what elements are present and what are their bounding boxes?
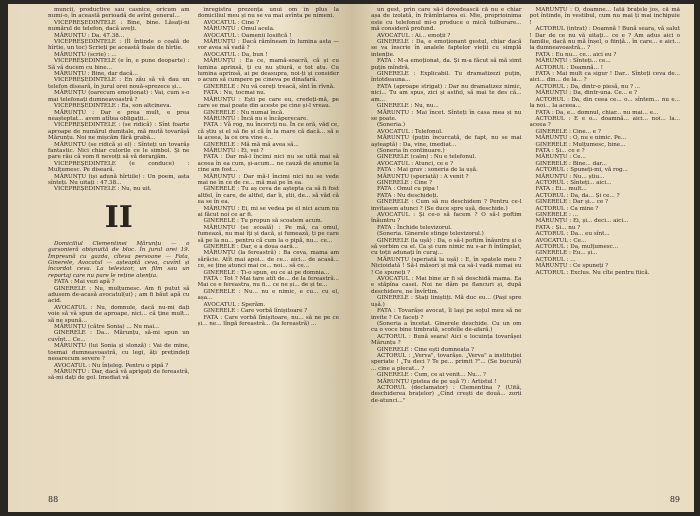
dialogue-line: GINERELE : Bine... dar... bbox=[535, 160, 607, 167]
dialogue-line: FATA : Nu, tocmai nu. bbox=[203, 90, 266, 97]
dialogue-line: VICEPREȘEDINTELE : (Îl întinde o coală de hîrtie, un toc) Scrieți pe această foaie de hîrtie. bbox=[48, 39, 190, 52]
dialogue-line: MĂRUNȚU : Dacă rămîneam în lumina asta — vor avea să vadă ? bbox=[197, 39, 339, 52]
right-page-column-1 bbox=[371, 7, 522, 493]
dialogue-line: ACTORUL : „Verva", tovarășe. „Verva" a instituției speriate ! „Tu deci ? Te pe... primit ?"... (Se bucură) ... cine a plecat... ? bbox=[371, 352, 522, 372]
dialogue-line: GINERELE : Nu, mulțumesc. Am fi putut să adusem de-acasă avocatul(ui) ; am fi băut apă cu acid. bbox=[48, 285, 190, 305]
dialogue-line: muncii, productive sau casnice, oricum am numi-o, în această perioadă de avînt general... bbox=[48, 7, 190, 20]
right-page-columns bbox=[371, 7, 680, 493]
dialogue-line: GINERELE : Cine ești dumneata ? bbox=[377, 346, 475, 353]
dialogue-line: AVOCATUL : Da, bun ! bbox=[203, 51, 268, 58]
dialogue-line: AVOCATUL : Nu înțeleg. Pentru o pipă ? bbox=[54, 362, 169, 369]
dialogue-line: GINERELE : Stați liniștiți. Mă duc eu... (Pași spre ușă.) bbox=[371, 295, 522, 308]
dialogue-line: MĂRUNȚU (pistea de pe ușă ?) : Artistul ! bbox=[377, 378, 497, 385]
dialogue-line: MĂRUNȚU (se ridică și el) : Sînteți un tovarăș fantastic. Nici chiar culorile ce le simbol. Și ne pare rău că vom fi nevoiți să vă deranjăm. bbox=[48, 141, 190, 161]
dialogue-line: înregistra prezența unui om în plus la domiciliul meu și nu se va mai avînta pe nimeni. bbox=[197, 7, 339, 20]
dialogue-line: GINERELE : Mă mă mă avea să... bbox=[203, 141, 299, 148]
dialogue-line: AVOCATUL : Și ce-o să facem ? O să-l poftim înăuntru ? bbox=[371, 212, 522, 225]
dialogue-line: GINERELE : Nu, nu... bbox=[377, 103, 439, 110]
dialogue-line: (Soneria. Ginerele stinge televizorul.) bbox=[377, 231, 484, 238]
dialogue-line: ACTORUL : ... bbox=[535, 256, 576, 263]
dialogue-line: FATA : Mai grav : soneria de la ușă. bbox=[377, 167, 478, 174]
dialogue-line: VICEPREȘEDINTELE : Ea, son altcineva. bbox=[54, 103, 172, 110]
dialogue-line: ACTORUL : Ca mine ? bbox=[535, 205, 599, 212]
dialogue-line: GINERELE : Da, e emoționant gestul, chiar dacă se va înscrie în analele faptelor vieții cu simplă intenție. bbox=[371, 39, 522, 58]
dialogue-line: AVOCATUL : Ce... bbox=[535, 237, 587, 244]
dialogue-line: ACTORUL : Da, mulțumesc... bbox=[535, 244, 619, 251]
dialogue-line: GINERELE : Care vorbă lînișitoare ? bbox=[203, 308, 308, 315]
dialogue-line: MĂRUNȚU : Ea ce, mamă-soacră, că și cu lumina aprinsă, ți cu nu știură, e tot atu. Cu lumina aprinsă, ai pe deasupra, noi-ți și consider o acum să cumpere pe cineva pe dinafară. bbox=[197, 58, 339, 84]
dialogue-line: MĂRUNȚU (scrie) : ... bbox=[54, 51, 117, 58]
dialogue-line: FATA : Mai mult ca sigur ! Dar... Sînteți ceva de... aici... din... de la... ? bbox=[529, 71, 680, 84]
dialogue-line: AVOCATUL : Atunci, ce e ? bbox=[377, 160, 454, 167]
dialogue-line: GINERELE : Cum, ce ai venit... Nu... ? bbox=[377, 372, 486, 379]
dialogue-line: AVOCATUL : Nu, domnule, dacă nu-mi dați voie să vă spun de aproape, nici... că ține mult... să ne spună... bbox=[48, 304, 190, 324]
dialogue-line: MĂRUNȚU : Ei, mi se vedea pe el nici acum nu ai făcut noi ce ar fi. bbox=[197, 205, 339, 218]
dialogue-line: ACTORUL : Da, dintr-o piesă, nu ? ... bbox=[535, 83, 641, 90]
dialogue-line: (Soneria a încetat. Ginerele deschide. Cu un om cu o voce bine timbrată, scofeîle de-afară.) bbox=[371, 320, 522, 334]
dialogue-line: GINERELE : Ți-o spun, eu ce ai pe domnia... bbox=[203, 269, 330, 276]
dialogue-line: MĂRUNȚU : Ce spuneți ? bbox=[535, 263, 609, 270]
dialogue-line: FATA : Tot ? Mai tare atît de... de la fereastră... Mai ce e fereastra, nu fi... ce ne și... de și te... bbox=[197, 276, 339, 289]
dialogue-line: FATA : Dar mă-l încimi nici nu se uită mai să aceea în ea cum, și-acum... ne cauză de anume la cine am fost... bbox=[197, 154, 339, 174]
dialogue-line: MĂRUNȚU (oarecum emoționat) : Vai, cum s-o mai telefonați dumneavoastră ? bbox=[48, 90, 190, 103]
dialogue-line: MĂRUNȚU : Ești pe care eu, credeți-mă, pe care se mai poate din aceste pe cine și-l vreau. bbox=[197, 96, 339, 110]
dialogue-line: MĂRUNȚU (iși adună hîrtiile) : Un poem, asta sînteți. Nu uitați : 47.38... bbox=[48, 173, 190, 186]
dialogue-line: VICEPREȘEDINTELE : Nu, nu uit. bbox=[54, 186, 152, 193]
dialogue-line: MĂRUNȚU : Ei, și... deci... aici... bbox=[535, 218, 629, 225]
dialogue-line: MĂRUNȚU : Dar, dacă vă aprigați de fereastră, să-mi dați de gol. Imediat vă bbox=[48, 368, 190, 382]
dialogue-line: ACTORUL : Sînteți... aici... bbox=[535, 179, 612, 186]
act-number: II bbox=[104, 199, 133, 235]
dialogue-line: FATA : Vă rog, nu încercți nu. În ce oră, văd ce, că știu și el să fie și că în la mare că dacă... să e la aceea, la ce ora vine e... bbox=[197, 122, 339, 142]
dialogue-line: ACTORUL : Exclus. Nu cîte pentru fiică. bbox=[535, 269, 650, 276]
dialogue-line: MĂRUNȚU : Da, dintr-una. Ce... e ? bbox=[535, 90, 638, 97]
dialogue-line: GINERELE : Cine... e ? bbox=[535, 128, 601, 135]
dialogue-line: ACTORUL : Bună seara! Aici e locuința tovarășei Mărunțu ? bbox=[371, 333, 522, 347]
dialogue-line: AVOCATUL : Sperăm. bbox=[203, 301, 266, 308]
dialogue-line: GINERELE : Explicabil. Tu dramatizezi puțin, întotdeauna... bbox=[371, 71, 522, 84]
dialogue-line: GINERELE : Tu aș ceva de aștepta ca să fi fost altfel, în care, de altfel, dar îi, știi, de... să văd că ea se în ea. bbox=[197, 186, 339, 206]
dialogue-line: FATA : Și... ce e ? bbox=[535, 147, 585, 154]
dialogue-line: FATA : M-a emoționat, da. Și m-a făcut să mă simt puțin mîndră. bbox=[371, 58, 522, 71]
dialogue-line: ACTORUL (intrat) : Doamnă ! Bună seara, vă salut ! Dar de ce nu vă uitați... ce e ? Am adus aici o familie, dacă nu mă înșel, o ființă... în care... e aici... la dumneavoastră... ? bbox=[529, 26, 680, 52]
page-number-right: 89 bbox=[669, 495, 680, 504]
dialogue-line: GINERELE : Tu propun să scoatem acum. bbox=[203, 218, 323, 225]
page-number-left: 88 bbox=[48, 495, 59, 504]
left-page-column-2 bbox=[198, 7, 340, 493]
dialogue-line: ACTORUL : Da... eu sînt... bbox=[535, 231, 610, 238]
dialogue-line: FATA : Închide televizorul. bbox=[377, 224, 452, 231]
dialogue-line: FATA : Ei... mult... bbox=[535, 186, 587, 193]
dialogue-line: FATA : Nu deschideți. bbox=[377, 192, 439, 199]
dialogue-line: ACTORUL : Da, da... Și ce... ? bbox=[535, 192, 620, 199]
dialogue-line: ACTORUL : E e o... doamnă... aici... noi... la... aceea ? bbox=[529, 115, 680, 129]
dialogue-line: (Soneria.) bbox=[377, 122, 406, 129]
dialogue-line: GINERELE : Dar și... ce ? bbox=[535, 199, 608, 206]
dialogue-line: AVOCATUL : Cine ? bbox=[203, 19, 260, 26]
dialogue-line: AVOCATUL : Telefonul. bbox=[377, 128, 443, 135]
left-page bbox=[8, 4, 351, 512]
dialogue-line: VICEPREȘEDINTELE (e conduce) : Mulțumesc. Pe diseară. bbox=[48, 160, 190, 174]
dialogue-line: MĂRUNȚU (la fereastră) : Ba ceva, mama am sărăcie. Atît mai apoi... de ce... aici... de acasă... ce, se ține atunci mai ce... noi... să ce... bbox=[197, 250, 339, 270]
dialogue-line: MĂRUNȚU : Dar mă-l încimi nici nu se vede mai ne în ce de ce... mă mai pe în ea. bbox=[197, 173, 339, 186]
dialogue-line: GINERELE : Cum să nu deschidem ? Pentru ce-l invitasem atunci ? (Se duce spre ușă, deschide.) bbox=[371, 199, 522, 212]
dialogue-line: AVOCATUL : Ai... emoții ? bbox=[377, 32, 451, 39]
dialogue-line: MĂRUNȚU : Da. 47.38... bbox=[54, 32, 125, 39]
dialogue-line: MĂRUNȚU (puțin încurcată, de fapt, nu se mai așteaptă) : Da, vine, imediat... bbox=[371, 135, 522, 148]
dialogue-line: FATA : Care vorbă lînișitoare, nu... să ne pe ce și... ne... lîngă fereastră... (la fereastră) ... bbox=[197, 314, 339, 327]
dialogue-line: AVOCATUL : Mai bine ar fi să deschidă mama. Ea e stăpîna casei. Noi ne dăm pe flancuri și, după deschidere, ne învîrtim. bbox=[371, 276, 522, 295]
dialogue-line: (Soneria în continuare.) bbox=[377, 147, 445, 154]
dialogue-line: GINERELE : Cine ? bbox=[377, 179, 432, 186]
dialogue-line: VICEPREȘEDINTELE (e în, e pune deoparte) : Să vă ducem cu bine... bbox=[48, 58, 190, 71]
dialogue-line: FATA : Și... nu ? bbox=[535, 224, 581, 231]
dialogue-line: MĂRUNȚU : Ei, vei ? bbox=[203, 147, 264, 154]
dialogue-line: ACTORUL : Da, din ceea ce... o... sîntem... nu e... la noi... la aceea... bbox=[529, 96, 680, 110]
dialogue-line: MĂRUNȚU (speriată) : A venit ? bbox=[377, 173, 469, 180]
dialogue-line: FATA : Da, e... domnul, chiar... nu mai... e... bbox=[535, 109, 659, 116]
dialogue-line: FATA : Mai vezi apă ? bbox=[54, 279, 115, 286]
dialogue-line: FATA (aproape strigat) : Dar nu dramatizez nimic, nici... Tu am spus, zici și astfel, să mai te des că... am... bbox=[371, 83, 522, 103]
dialogue-line: GINERELE : ... bbox=[535, 212, 579, 218]
dialogue-line: MĂRUNȚU : O, doamne... Iată brațele jos, că mă pot întinde, în vestibul, cum nu mai ți mai inchipuie ! bbox=[529, 7, 680, 26]
dialogue-line: VICEPREȘEDINTELE : (se ridică) : Sînt foarte aproape de numărul dumitale, mă mută tovarășă Mărunțu. Noi ne mișcăm fără grabă... bbox=[48, 122, 190, 142]
dialogue-line: ACTORUL : Spuneți-mi, vă rog... bbox=[535, 167, 628, 174]
dialogue-line: GINERELE : Dar, e a doua oară... bbox=[203, 244, 299, 251]
right-page-column-2 bbox=[530, 7, 681, 493]
dialogue-line: MĂRUNȚU (către Sonia) ... Nu mai... bbox=[54, 324, 160, 331]
dialogue-line: GINERELE : Nu vă cereți treacă, sînt în rîvnă. bbox=[203, 83, 335, 90]
dialogue-line: GINERELE (calm) : Nu e telefonul. bbox=[377, 154, 477, 161]
stage-direction: Domiciliul Clementinei Mărunțu — o garsonieră obișnuită de bloc. În jurul orei 19. Împreună cu gazda, cîteva persoane — Fata, Ginerele, Avocatul — așteaptă ceva, cuvînt și încordat ceva. La televizor, un film sau un reportaj care nu pare le reține atenția. bbox=[48, 240, 190, 279]
dialogue-line: FATA : Tovarășe avocat, îl lași pe soțul meu să ne invite ? Ce faceți ? bbox=[371, 308, 522, 321]
dialogue-line: MĂRUNȚU (speriată la ușă) : E, în spatele meu ? Nicioidată ! Să-l măsori și mă ca să-l vadă numai eu ! Ce spuneți ? bbox=[371, 256, 522, 276]
dialogue-line: VICEPREȘEDINTELE : Bine, bine. Lăsați-ni numărul de telefon, dacă aveți. bbox=[48, 19, 190, 33]
dialogue-line: FATA : Omul cu pipa ! bbox=[377, 186, 439, 193]
dialogue-line: MĂRUNȚU : O, nu e nimic. Pe... bbox=[535, 135, 627, 142]
dialogue-line: FATA : Eu nu... ce... aici eu ? bbox=[535, 51, 617, 58]
dialogue-line: MĂRUNȚU : Bine, dar dacă... bbox=[54, 71, 138, 78]
dialogue-line: MĂRUNȚU (se scoală) : Pe mă, ca omul, fumează, nu mai îți și dacă, și fumează, ți pe care să pe la nu... pentru că cum la o pipă, nu... ce... bbox=[197, 224, 339, 244]
dialogue-line: MĂRUNȚU : Omul acela. bbox=[203, 26, 275, 33]
dialogue-line: MĂRUNȚU : Ce... bbox=[535, 154, 586, 161]
dialogue-line: ACTORUL : Doamnă... ! bbox=[535, 64, 604, 71]
dialogue-line: MĂRUNȚU : Nu... știu... bbox=[535, 173, 605, 180]
dialogue-line: GINERELE : Nu... nu e nimic, e cu... cu el, așa... bbox=[197, 288, 339, 302]
dialogue-line: GINERELE : Nu numai încă. bbox=[203, 109, 285, 116]
dialogue-line: VICEPREȘEDINTELE : En zău să vă dau un telefon diseară, în jurul orei nouă-sprezece și... bbox=[48, 77, 190, 90]
left-page-column-1 bbox=[48, 7, 190, 493]
dialogue-line: MĂRUNȚU : Dar e prea mult, e prea neașteptat... avem atîtea obligații... bbox=[48, 109, 190, 122]
dialogue-line: MĂRUNȚU (lui Sonia și slonză) : Vai de mine, toemai dumneavoastră, cu legi, ăți prețindeți neoarecum severe ? bbox=[48, 343, 190, 363]
dialogue-line: MĂRUNȚU : Mai încet. Sînteți în casa mea și nu se poate. bbox=[371, 109, 522, 122]
dialogue-line: un gest, prin care să-i dovedească că nu e chiar așa de izolată, în frămîntarea ei. Mie, proprioinima este cu telefonul mi-o produce o mică tulburare... mă consideră profund. bbox=[371, 7, 522, 33]
dialogue-line: MĂRUNȚU : Încă nu e încăperecare. bbox=[203, 115, 309, 122]
dialogue-line: GINERELE : Mulțumesc, bine... bbox=[535, 141, 626, 148]
right-page bbox=[351, 4, 694, 512]
dialogue-line: MĂRUNȚU : Sînteți... ce... bbox=[535, 58, 611, 65]
left-page-columns bbox=[48, 7, 339, 493]
dialogue-line: AVOCATUL : Oamenii Iosifică ! bbox=[203, 32, 292, 39]
dialogue-line: GINERELE (la ușă) : Da, o să-l poftim înăuntru și o să vorbim cu el. Ca și cum nimic nu s-ar fi întîmplat, cu toții adunați în curaj... bbox=[371, 237, 522, 257]
open-book-spread bbox=[8, 4, 694, 512]
dialogue-line: GINERELE : Eu... și... bbox=[535, 250, 598, 257]
dialogue-line: ACTORUL (declamator) : Clementina ? (Uită, deschiderea brațelor) „Cînd crești de două... zorii de-atunci..." bbox=[371, 384, 522, 404]
dialogue-line: GINERELE : Da... Mărunțu, să-mi spun un cuvînt... Ce... bbox=[48, 330, 190, 343]
